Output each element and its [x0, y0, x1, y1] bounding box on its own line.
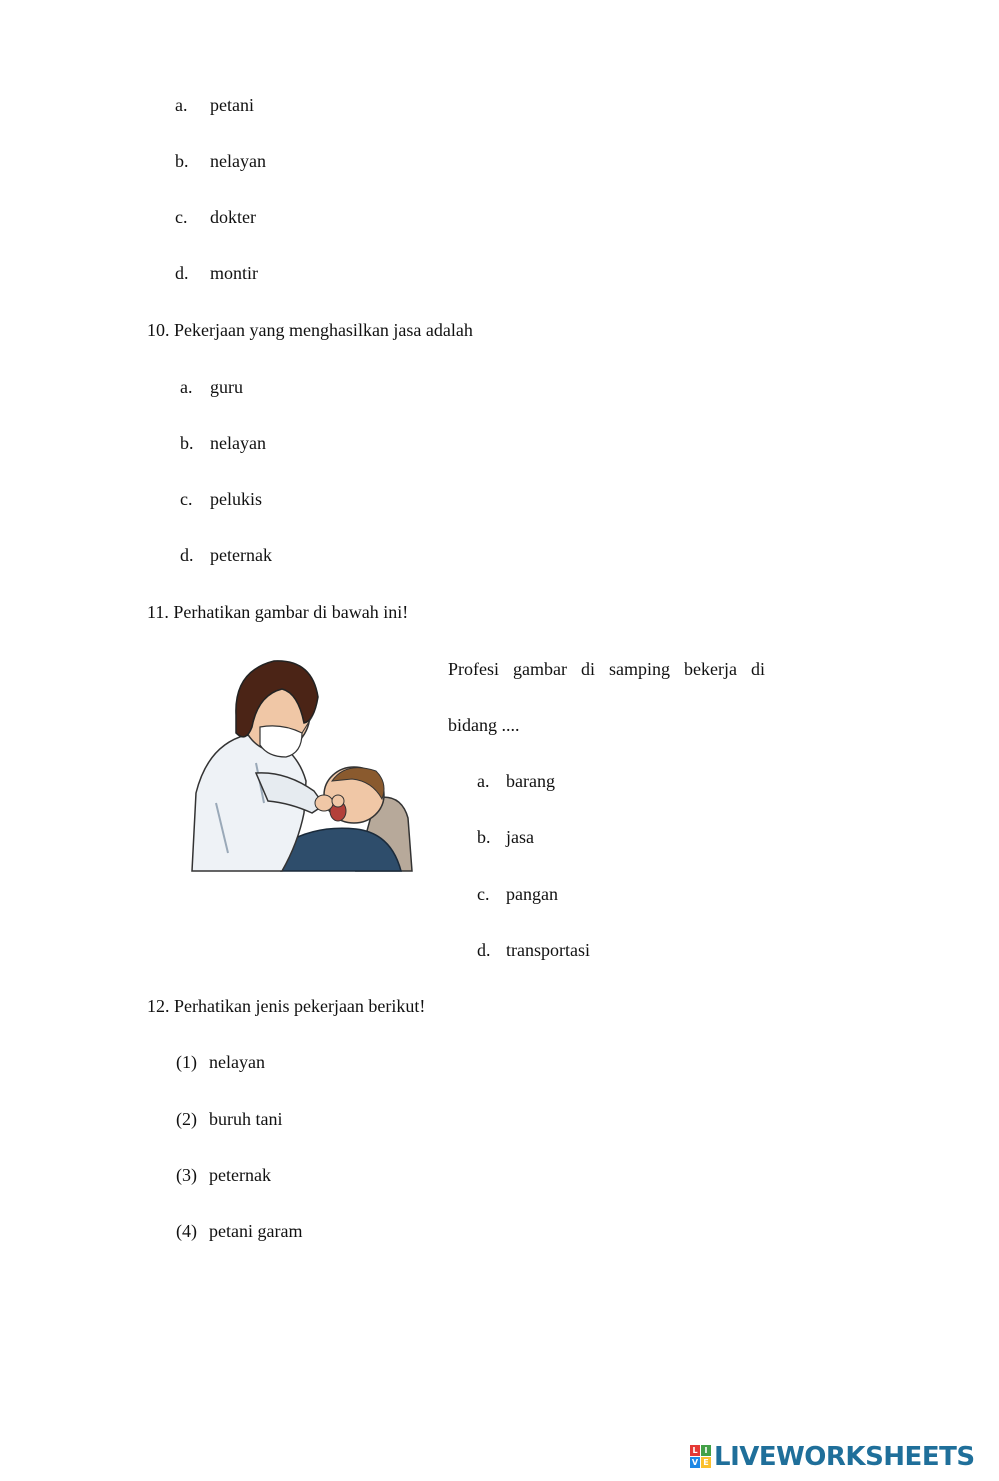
- q10-option-c-letter: c.: [180, 489, 193, 509]
- q10-option-b: nelayan: [210, 433, 266, 453]
- q9-option-c-letter: c.: [175, 207, 188, 227]
- dentist-illustration: [186, 653, 414, 873]
- q12-item-2: buruh tani: [209, 1109, 283, 1129]
- liveworksheets-logo: [690, 1441, 990, 1473]
- logo-tiles-icon: [690, 1445, 712, 1469]
- q11-prompt-line-2: bidang ....: [448, 715, 520, 735]
- q10-question: 10. Pekerjaan yang menghasilkan jasa adalah: [147, 320, 473, 340]
- q9-option-b-letter: b.: [175, 151, 189, 171]
- q11-option-c: pangan: [506, 884, 558, 904]
- q9-option-b: nelayan: [210, 151, 266, 171]
- q9-option-a: petani: [210, 95, 254, 115]
- q9-option-d-letter: d.: [175, 263, 189, 283]
- q9-option-d: montir: [210, 263, 258, 283]
- q10-option-a: guru: [210, 377, 243, 397]
- q12-item-3-num: (3): [176, 1165, 197, 1185]
- q11-option-b-letter: b.: [477, 827, 491, 847]
- q12-item-3: peternak: [209, 1165, 271, 1185]
- logo-tile-e: E: [701, 1457, 711, 1468]
- q12-item-1-num: (1): [176, 1052, 197, 1072]
- q11-option-a: barang: [506, 771, 555, 791]
- q10-option-a-letter: a.: [180, 377, 193, 397]
- q10-option-d-letter: d.: [180, 545, 194, 565]
- q9-option-c: dokter: [210, 207, 256, 227]
- q11-option-c-letter: c.: [477, 884, 490, 904]
- logo-tile-v: V: [691, 1458, 699, 1467]
- q12-item-4: petani garam: [209, 1221, 303, 1241]
- logo-wordmark: LIVEWORKSHEETS: [714, 1442, 975, 1472]
- q11-option-d-letter: d.: [477, 940, 491, 960]
- q10-option-d: peternak: [210, 545, 272, 565]
- q12-item-2-num: (2): [176, 1109, 197, 1129]
- logo-tile-l: L: [690, 1445, 700, 1456]
- q11-prompt-line-1: Profesi gambar di samping bekerja di: [448, 659, 765, 679]
- q11-option-b: jasa: [506, 827, 534, 847]
- q11-option-a-letter: a.: [477, 771, 490, 791]
- q12-question: 12. Perhatikan jenis pekerjaan berikut!: [147, 996, 426, 1016]
- q11-question: 11. Perhatikan gambar di bawah ini!: [147, 602, 409, 622]
- logo-tile-i: I: [701, 1445, 711, 1456]
- q12-item-4-num: (4): [176, 1221, 197, 1241]
- q12-item-1: nelayan: [209, 1052, 265, 1072]
- q10-option-c: pelukis: [210, 489, 262, 509]
- q9-option-a-letter: a.: [175, 95, 188, 115]
- q10-option-b-letter: b.: [180, 433, 194, 453]
- q11-option-d: transportasi: [506, 940, 590, 960]
